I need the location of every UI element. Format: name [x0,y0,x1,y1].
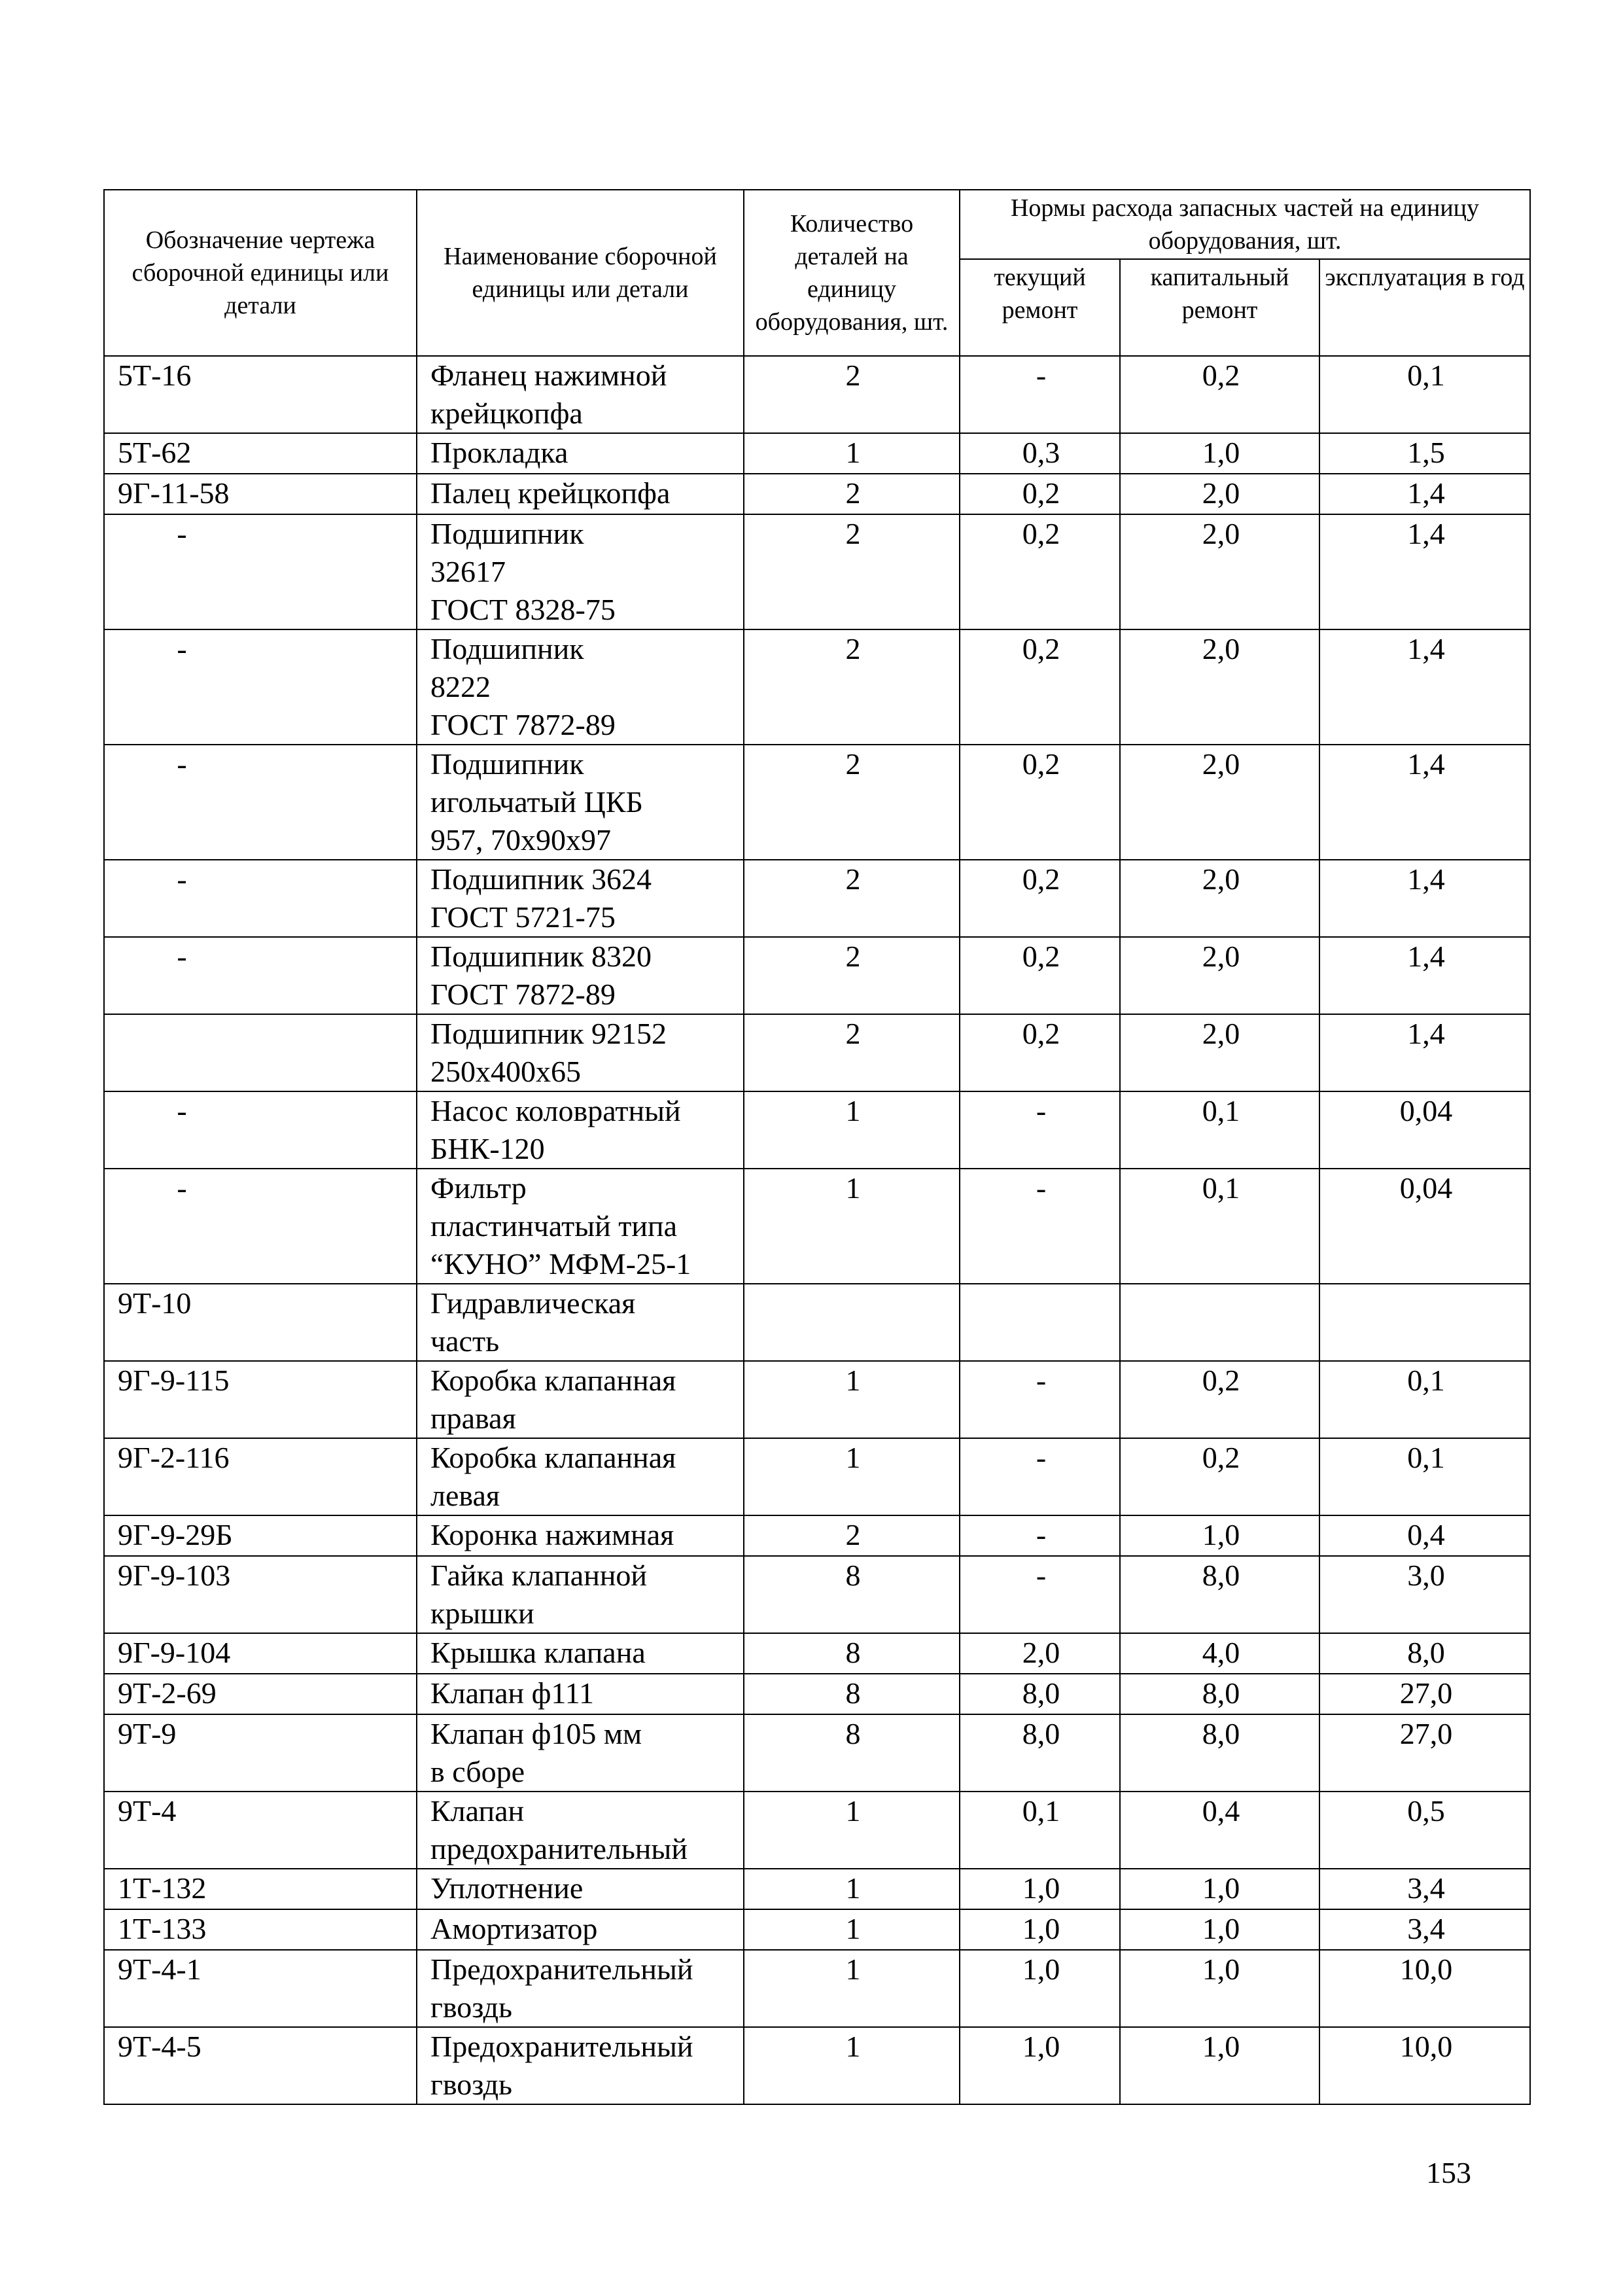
name-line: 8222 [430,670,491,703]
cell-capital-repair: 0,2 [1120,1361,1319,1438]
cell-capital-repair: 0,1 [1120,1169,1319,1284]
table-row [104,1438,1530,1515]
cell-qty: 1 [744,1091,960,1169]
cell-capital-repair: 0,4 [1120,1792,1319,1869]
cell-capital-repair: 1,0 [1120,1515,1319,1556]
cell-name [417,1674,744,1714]
cell-exploitation [1319,1284,1530,1361]
cell-name [417,1169,744,1284]
cell-exploitation: 10,0 [1319,1950,1530,2027]
cell-name [417,1515,744,1556]
table-row [104,860,1530,937]
cell-current-repair [960,1284,1120,1361]
cell-qty: 2 [744,514,960,629]
header-qty: Количество деталей на единицу оборудования, шт. [744,190,960,356]
name-line: часть [430,1324,500,1358]
name-line: Предохранительный [430,2030,693,2063]
table-row [104,474,1530,514]
table-row [104,356,1530,433]
cell-name [417,2027,744,2104]
cell-name [417,745,744,860]
cell-name [417,860,744,937]
cell-name [417,1361,744,1438]
name-line: Подшипник [430,747,584,781]
cell-code: 9Г-9-103 [104,1556,417,1633]
table-row [104,1014,1530,1091]
cell-code: 9Г-9-29Б [104,1515,417,1556]
cell-capital-repair: 2,0 [1120,860,1319,937]
cell-current-repair: 0,3 [960,433,1120,474]
cell-exploitation: 0,4 [1319,1515,1530,1556]
name-line: игольчатый ЦКБ [430,785,643,819]
cell-exploitation: 1,5 [1319,433,1530,474]
name-line: предохранительный [430,1832,688,1865]
table-row [104,433,1530,474]
cell-code: - [104,745,417,860]
cell-code: 9Т-9 [104,1714,417,1792]
cell-code: 9Г-2-116 [104,1438,417,1515]
name-line: БНК-120 [430,1132,545,1165]
cell-qty: 2 [744,356,960,433]
name-line: “КУНО” МФМ-25-1 [430,1247,691,1280]
cell-qty: 1 [744,1169,960,1284]
cell-code: 9Т-4-5 [104,2027,417,2104]
name-line: Клапан ф105 мм [430,1717,642,1750]
table-body [104,356,1530,2104]
cell-current-repair: 8,0 [960,1714,1120,1792]
cell-name [417,629,744,745]
cell-current-repair: 0,2 [960,937,1120,1014]
cell-exploitation: 0,1 [1319,1438,1530,1515]
header-norms-group: Нормы расхода запасных частей на единицу оборудования, шт. [960,190,1530,259]
cell-capital-repair: 2,0 [1120,745,1319,860]
cell-name [417,937,744,1014]
cell-qty: 1 [744,2027,960,2104]
table-row [104,1792,1530,1869]
cell-current-repair: 0,2 [960,629,1120,745]
name-line: Фланец нажимной крейцкопфа [430,359,667,430]
cell-qty: 1 [744,1792,960,1869]
name-line: Коронка нажимная [430,1518,674,1551]
cell-exploitation: 1,4 [1319,629,1530,745]
cell-qty: 1 [744,1909,960,1950]
cell-exploitation: 1,4 [1319,514,1530,629]
cell-name [417,1909,744,1950]
cell-capital-repair: 2,0 [1120,514,1319,629]
cell-current-repair: - [960,1361,1120,1438]
cell-code: 9Г-9-115 [104,1361,417,1438]
cell-name [417,356,744,433]
name-line: 957, 70х90х97 [430,823,611,857]
cell-capital-repair: 1,0 [1120,2027,1319,2104]
name-line: Предохранительный [430,1952,693,1986]
cell-qty: 1 [744,1361,960,1438]
cell-qty: 1 [744,433,960,474]
cell-current-repair: 2,0 [960,1633,1120,1674]
cell-capital-repair: 4,0 [1120,1633,1319,1674]
name-line: Фильтр [430,1171,527,1205]
name-line: Коробка клапанная [430,1441,676,1474]
name-line: Прокладка [430,436,568,469]
cell-exploitation: 3,4 [1319,1909,1530,1950]
cell-capital-repair: 2,0 [1120,937,1319,1014]
cell-exploitation: 3,0 [1319,1556,1530,1633]
name-line: крышки [430,1597,534,1630]
cell-capital-repair: 1,0 [1120,1950,1319,2027]
name-line: Насос коловратный [430,1094,681,1127]
table-row [104,1556,1530,1633]
table-row [104,1674,1530,1714]
table-row [104,1515,1530,1556]
cell-code: 9Т-2-69 [104,1674,417,1714]
table-row [104,1909,1530,1950]
table-row [104,937,1530,1014]
cell-current-repair: 0,2 [960,474,1120,514]
cell-exploitation: 8,0 [1319,1633,1530,1674]
table-row [104,629,1530,745]
cell-exploitation: 0,5 [1319,1792,1530,1869]
cell-qty: 2 [744,1014,960,1091]
cell-qty: 8 [744,1674,960,1714]
cell-current-repair: 8,0 [960,1674,1120,1714]
header-current-repair: текущий ремонт [960,259,1120,356]
name-line: Подшипник [430,517,584,550]
name-line: Гайка клапанной [430,1559,648,1592]
cell-qty: 2 [744,860,960,937]
cell-capital-repair: 2,0 [1120,1014,1319,1091]
cell-qty: 1 [744,1869,960,1909]
name-line: 250х400х65 [430,1055,581,1088]
cell-qty: 1 [744,1438,960,1515]
cell-capital-repair: 2,0 [1120,474,1319,514]
cell-capital-repair: 0,2 [1120,356,1319,433]
name-line: Амортизатор [430,1912,598,1945]
cell-capital-repair: 8,0 [1120,1714,1319,1792]
table-row [104,1091,1530,1169]
cell-name [417,1438,744,1515]
name-line: Клапан [430,1794,525,1828]
cell-code: - [104,1169,417,1284]
cell-code: - [104,629,417,745]
cell-qty: 2 [744,474,960,514]
name-line: ГОСТ 5721-75 [430,900,616,934]
cell-name [417,1950,744,2027]
spare-parts-norms-table [103,189,1531,2105]
cell-code: 9Т-4 [104,1792,417,1869]
cell-name [417,1284,744,1361]
cell-exploitation: 1,4 [1319,745,1530,860]
cell-exploitation: 0,04 [1319,1091,1530,1169]
name-line: Подшипник [430,632,584,665]
cell-current-repair: 0,2 [960,745,1120,860]
cell-name [417,474,744,514]
header-name: Наименование сборочной единицы или детали [417,190,744,356]
cell-capital-repair: 8,0 [1120,1674,1319,1714]
cell-capital-repair: 1,0 [1120,433,1319,474]
header-capital-repair: капитальный ремонт [1120,259,1319,356]
name-line: гвоздь [430,1990,512,2024]
cell-code: 1Т-133 [104,1909,417,1950]
cell-name [417,433,744,474]
cell-current-repair: 0,2 [960,860,1120,937]
cell-exploitation: 0,04 [1319,1169,1530,1284]
table-row [104,1361,1530,1438]
name-line: Уплотнение [430,1871,584,1905]
name-line: правая [430,1402,516,1435]
cell-qty: 8 [744,1633,960,1674]
cell-exploitation: 0,1 [1319,356,1530,433]
cell-current-repair: - [960,356,1120,433]
cell-qty: 2 [744,745,960,860]
name-line: ГОСТ 7872-89 [430,708,616,741]
cell-name [417,1556,744,1633]
cell-current-repair: - [960,1169,1120,1284]
cell-qty [744,1284,960,1361]
cell-current-repair: - [960,1515,1120,1556]
cell-exploitation: 1,4 [1319,1014,1530,1091]
name-line: пластинчатый типа [430,1209,677,1243]
name-line: Подшипник 3624 [430,862,652,896]
cell-current-repair: - [960,1091,1120,1169]
cell-code: - [104,514,417,629]
cell-code: 1Т-132 [104,1869,417,1909]
cell-code: 9Т-10 [104,1284,417,1361]
cell-name [417,1792,744,1869]
table-row [104,745,1530,860]
cell-code: 5Т-16 [104,356,417,433]
cell-qty: 1 [744,1950,960,2027]
cell-exploitation: 3,4 [1319,1869,1530,1909]
cell-capital-repair: 1,0 [1120,1909,1319,1950]
cell-name [417,514,744,629]
cell-name [417,1869,744,1909]
cell-current-repair: - [960,1556,1120,1633]
cell-current-repair: 0,2 [960,514,1120,629]
table-row [104,2027,1530,2104]
name-line: гвоздь [430,2068,512,2101]
table-row [104,514,1530,629]
cell-code: 9Г-11-58 [104,474,417,514]
cell-qty: 2 [744,1515,960,1556]
cell-name [417,1091,744,1169]
table-row [104,1633,1530,1674]
table-row [104,1869,1530,1909]
cell-name [417,1714,744,1792]
cell-current-repair: 1,0 [960,1909,1120,1950]
table-row [104,1714,1530,1792]
cell-qty: 2 [744,937,960,1014]
name-line: ГОСТ 7872-89 [430,978,616,1011]
cell-current-repair: 0,2 [960,1014,1120,1091]
name-line: ГОСТ 8328-75 [430,593,616,626]
table-row [104,1284,1530,1361]
cell-name [417,1014,744,1091]
cell-exploitation: 0,1 [1319,1361,1530,1438]
cell-exploitation: 1,4 [1319,474,1530,514]
cell-code: 5Т-62 [104,433,417,474]
cell-code: 9Г-9-104 [104,1633,417,1674]
table-row [104,1950,1530,2027]
name-line: Коробка клапанная [430,1364,676,1397]
cell-name [417,1633,744,1674]
name-line: левая [430,1479,500,1512]
cell-capital-repair: 0,1 [1120,1091,1319,1169]
name-line: Клапан ф111 [430,1676,594,1710]
cell-capital-repair: 0,2 [1120,1438,1319,1515]
cell-current-repair: 1,0 [960,1869,1120,1909]
cell-capital-repair: 2,0 [1120,629,1319,745]
cell-current-repair: - [960,1438,1120,1515]
name-line: Подшипник 8320 [430,940,652,973]
header-code: Обозначение чертежа сборочной единицы или детали [104,190,417,356]
name-line: Крышка клапана [430,1636,646,1669]
cell-exploitation: 1,4 [1319,860,1530,937]
cell-exploitation: 27,0 [1319,1714,1530,1792]
header-exploitation: эксплуатация в год [1319,259,1530,356]
cell-code: 9Т-4-1 [104,1950,417,2027]
name-line: Палец крейцкопфа [430,476,671,510]
cell-current-repair: 1,0 [960,1950,1120,2027]
cell-current-repair: 1,0 [960,2027,1120,2104]
cell-qty: 2 [744,629,960,745]
cell-exploitation: 27,0 [1319,1674,1530,1714]
page-number: 153 [1426,2156,1471,2189]
name-line: в сборе [430,1755,525,1788]
cell-capital-repair [1120,1284,1319,1361]
cell-current-repair: 0,1 [960,1792,1120,1869]
cell-code: - [104,860,417,937]
cell-exploitation: 10,0 [1319,2027,1530,2104]
table-row [104,1169,1530,1284]
cell-capital-repair: 8,0 [1120,1556,1319,1633]
cell-capital-repair: 1,0 [1120,1869,1319,1909]
name-line: Гидравлическая [430,1286,636,1320]
cell-code [104,1014,417,1091]
cell-qty: 8 [744,1714,960,1792]
cell-code: - [104,1091,417,1169]
name-line: 32617 [430,555,506,588]
cell-qty: 8 [744,1556,960,1633]
name-line: Подшипник 92152 [430,1017,667,1050]
cell-exploitation: 1,4 [1319,937,1530,1014]
cell-code: - [104,937,417,1014]
